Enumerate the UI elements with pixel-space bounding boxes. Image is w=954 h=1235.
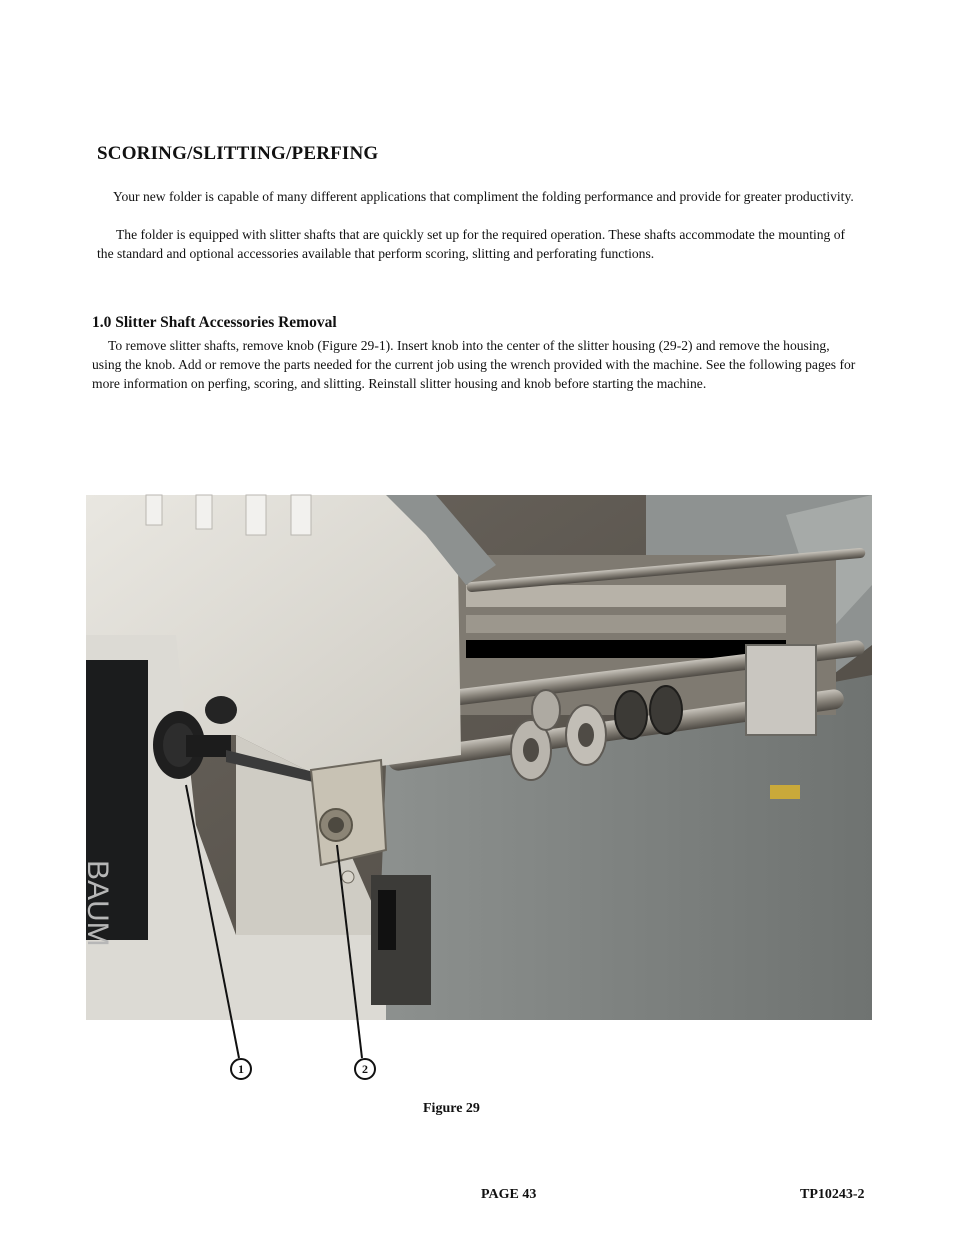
intro-text-2: The folder is equipped with slitter shafts that are quickly set up for the required operation. These shafts accommodate the mounting of the standard and optional accessories available that perform scoring, slitting and perforating functions. [97, 227, 846, 261]
document-number: TP10243-2 [800, 1187, 865, 1202]
section-heading: SCORING/SLITTING/PERFING [97, 143, 379, 164]
intro-text-1: Your new folder is capable of many different applications that compliment the folding performance and provide for greater productivity. [113, 189, 854, 204]
intro-paragraph-2 [97, 225, 857, 263]
lower-clip [378, 890, 396, 950]
roller-ridges [466, 585, 786, 658]
warning-label [770, 785, 800, 799]
subsection-text: To remove slitter shafts, remove knob (Figure 29-1). Insert knob into the center of the slitter housing (29-2) and remove the housing, using the knob. Add or remove the parts needed for the current job using the wrench provided with the machine. See the following pages for more information on perfing, scoring, and slitting. Reinstall slitter housing and knob before starting the machine. [92, 338, 856, 391]
logo-text: BAUM [81, 860, 114, 947]
callout-2: 2 [354, 1058, 376, 1080]
subsection-paragraph [92, 336, 857, 393]
figure-caption: Figure 29 [423, 1101, 480, 1116]
page-number: PAGE 43 [481, 1187, 537, 1202]
subsection-heading: 1.0 Slitter Shaft Accessories Removal [92, 314, 337, 331]
intro-paragraph-1 [97, 187, 857, 206]
machine-photo [81, 495, 872, 1020]
callout-1: 1 [230, 1058, 252, 1080]
right-bracket [746, 645, 816, 735]
